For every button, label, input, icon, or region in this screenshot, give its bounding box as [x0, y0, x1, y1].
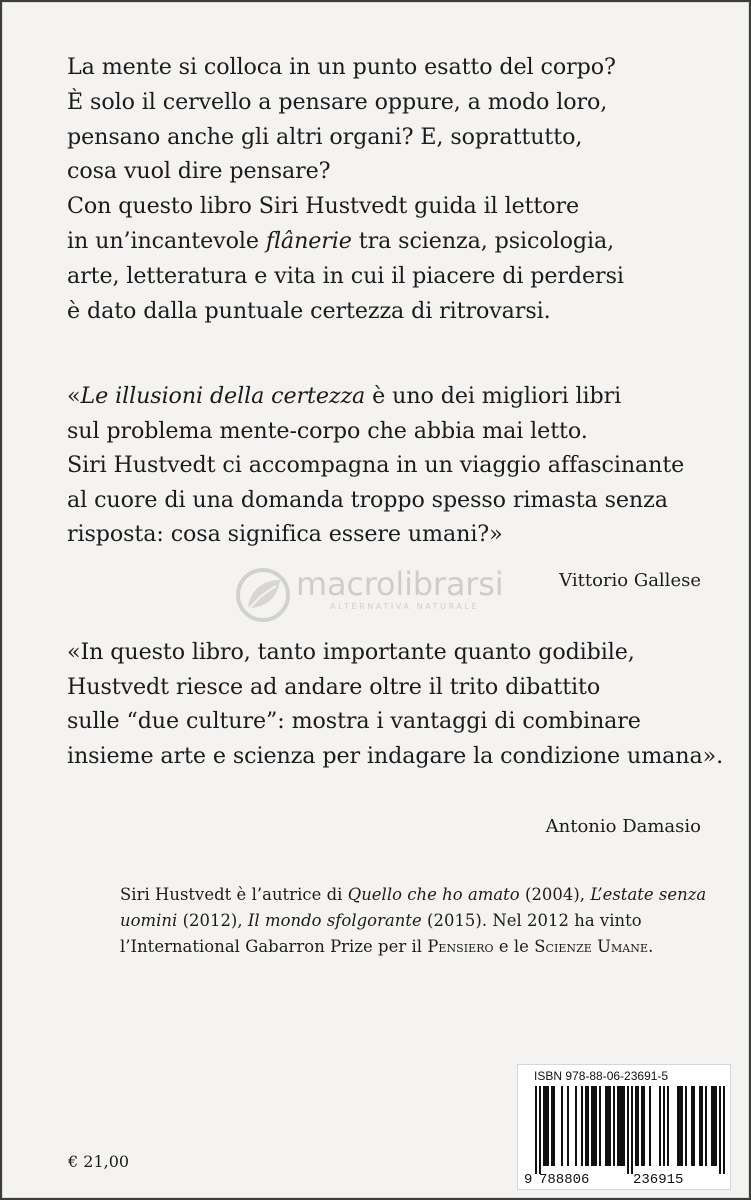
- barcode-bar: [693, 1086, 695, 1166]
- barcode-bar: [585, 1086, 587, 1166]
- bio-text: e le: [493, 937, 535, 957]
- barcode-bar: [705, 1086, 707, 1166]
- quote-line: «In questo libro, tanto importante quanto godibile,: [67, 639, 635, 665]
- barcode-bar: [723, 1086, 725, 1174]
- intro-line: La mente si colloca in un punto esatto del corpo?: [67, 54, 616, 80]
- barcode-bar: [677, 1086, 679, 1166]
- barcode-bar: [617, 1086, 619, 1166]
- bio-small-caps: Scienze Umane: [534, 937, 649, 957]
- bio-book-title: Il mondo sfolgorante: [247, 911, 422, 931]
- quote-line: al cuore di una domanda troppo spesso rimasta senza: [67, 486, 668, 513]
- bio-small-caps: Pensiero: [427, 937, 494, 957]
- quote-line: Hustvedt riesce ad andare oltre il trito dibattito: [67, 673, 601, 700]
- quote-attribution-gallese: Vittorio Gallese: [559, 570, 701, 591]
- isbn-text: ISBN 978-88-06-23691-5: [534, 1069, 669, 1083]
- barcode-bar: [613, 1086, 615, 1166]
- barcode-bar: [535, 1086, 537, 1174]
- intro-line: cosa vuol dire pensare?: [67, 158, 331, 185]
- intro-text: in un’incantevole: [67, 227, 266, 254]
- bio-book-title: Quello che ho amato: [347, 885, 520, 904]
- barcode-bar: [605, 1086, 607, 1166]
- barcode-bar: [591, 1086, 593, 1166]
- quote-line: Siri Hustvedt ci accompagna in un viaggio affascinante: [67, 452, 685, 479]
- bio-line: [120, 882, 719, 908]
- barcode-bar: [701, 1086, 703, 1166]
- barcode-bar: [599, 1086, 601, 1166]
- bio-book-title: L’estate senza: [590, 885, 707, 904]
- intro-line: È solo il cervello a pensare oppure, a modo loro,: [67, 88, 608, 115]
- watermark-tagline: ALTERNATIVA NATURALE: [330, 602, 480, 611]
- barcode-digits-left: 788806: [539, 1172, 590, 1186]
- bio-text: (2012),: [177, 911, 248, 931]
- barcode-bar: [567, 1086, 569, 1166]
- quote-line: insieme arte e scienza per indagare la condizione umana».: [67, 742, 724, 769]
- barcode-bar: [607, 1086, 609, 1166]
- bio-book-title: uomini: [120, 911, 178, 931]
- watermark-brand: macrolibrarsi: [296, 565, 504, 603]
- bio-text: (2004),: [519, 885, 591, 904]
- barcode-bar: [621, 1086, 623, 1166]
- barcode-bar: [553, 1086, 555, 1166]
- barcode-bar: [643, 1086, 645, 1166]
- barcode-bar: [539, 1086, 541, 1174]
- barcode-bar: [659, 1086, 661, 1166]
- barcode-bar: [719, 1086, 721, 1174]
- quote-open-mark: «: [67, 383, 81, 409]
- barcode-bar: [547, 1086, 549, 1166]
- quote-line: [67, 379, 709, 414]
- barcode-bar: [641, 1086, 643, 1166]
- book-title: Le illusioni della certezza: [80, 383, 366, 409]
- quote-text: è uno dei migliori libri: [365, 383, 622, 409]
- bio-line: [120, 908, 719, 934]
- barcode-bar: [691, 1086, 693, 1166]
- barcode-bar: [637, 1086, 639, 1166]
- isbn-barcode-box: [517, 1064, 731, 1190]
- bio-line: [120, 934, 719, 960]
- barcode-bar: [619, 1086, 621, 1166]
- barcode-digits-right: 236915: [633, 1172, 684, 1186]
- barcode-bar: [649, 1086, 651, 1166]
- barcode-bar: [581, 1086, 583, 1166]
- barcode-bar: [685, 1086, 687, 1166]
- intro-paragraph: [67, 50, 709, 328]
- bio-text: l’International Gabarron Prize per il: [120, 937, 428, 957]
- quote-damasio: [67, 635, 724, 773]
- intro-line: arte, letteratura e vita in cui il piacere di perdersi: [67, 262, 624, 289]
- watermark: [234, 558, 534, 628]
- intro-italic-word: flânerie: [265, 227, 352, 254]
- quote-line: sul problema mente-corpo che abbia mai letto.: [67, 417, 588, 444]
- barcode-bar: [627, 1086, 629, 1174]
- barcode-bar: [631, 1086, 633, 1174]
- barcode: [522, 1086, 726, 1186]
- barcode-bar: [595, 1086, 597, 1166]
- barcode-bar: [593, 1086, 595, 1166]
- barcode-bar: [575, 1086, 577, 1166]
- barcode-bar: [551, 1086, 553, 1166]
- barcode-digit-lead: 9: [524, 1172, 533, 1186]
- barcode-bar: [545, 1086, 547, 1166]
- barcode-bar: [667, 1086, 669, 1166]
- bio-text: Siri Hustvedt è l’autrice di: [120, 885, 348, 904]
- barcode-bar: [561, 1086, 563, 1166]
- intro-line: Con questo libro Siri Hustvedt guida il lettore: [67, 193, 580, 220]
- price-label: € 21,00: [68, 1152, 130, 1171]
- intro-line: è dato dalla puntuale certezza di ritrovarsi.: [67, 297, 551, 324]
- barcode-bar: [699, 1086, 701, 1166]
- barcode-bar: [679, 1086, 681, 1166]
- leaf-logo-icon: [234, 566, 292, 624]
- barcode-bar: [715, 1086, 717, 1166]
- intro-line: [67, 224, 709, 259]
- quote-line: risposta: cosa significa essere umani?»: [67, 521, 503, 548]
- bio-text: .: [648, 937, 654, 957]
- intro-text: tra scienza, psicologia,: [351, 227, 615, 254]
- barcode-bar: [543, 1086, 545, 1166]
- barcode-bar: [713, 1086, 715, 1166]
- quote-gallese: [67, 379, 709, 552]
- quote-attribution-damasio: Antonio Damasio: [545, 816, 701, 837]
- barcode-bar: [711, 1086, 713, 1166]
- barcode-bar: [663, 1086, 665, 1166]
- barcode-bar: [681, 1086, 683, 1166]
- quote-line: sulle “due culture”: mostra i vantaggi di combinare: [67, 708, 641, 735]
- barcode-bar: [609, 1086, 611, 1166]
- barcode-bar: [587, 1086, 589, 1166]
- bio-text: (2015). Nel 2012 ha vinto: [421, 911, 642, 931]
- barcode-bar: [623, 1086, 625, 1166]
- author-bio: [120, 882, 719, 961]
- barcode-bar: [635, 1086, 637, 1166]
- intro-line: pensano anche gli altri organi? E, soprattutto,: [67, 123, 583, 150]
